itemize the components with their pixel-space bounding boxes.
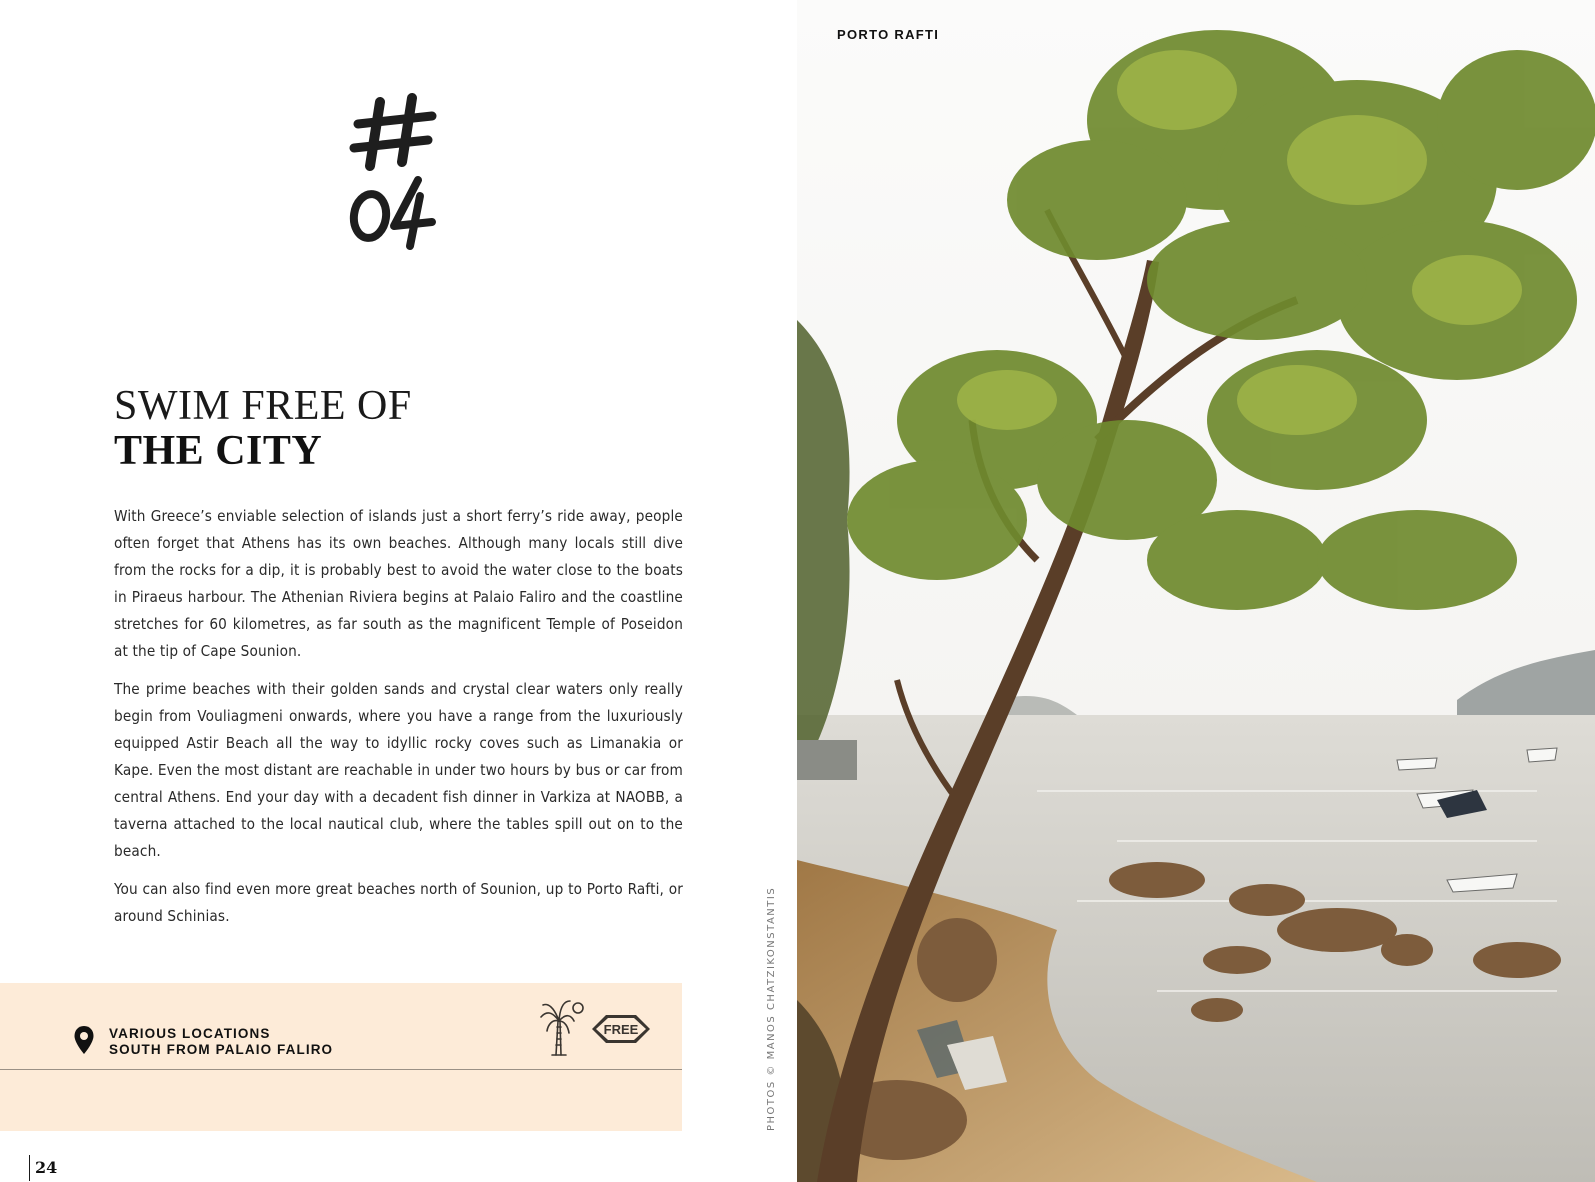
article-title xyxy=(114,384,674,474)
location-pin-icon xyxy=(73,1025,95,1055)
photo-credit: PHOTOS © MANOS CHATZIKONSTANTIS xyxy=(766,886,777,1131)
chapter-number-brush-lettering xyxy=(340,88,460,258)
title-line-1: SWIM FREE OF xyxy=(114,383,412,429)
location-line-1: VARIOUS LOCATIONS xyxy=(109,1026,271,1041)
location-text xyxy=(109,1026,333,1058)
chapter-number-04 xyxy=(340,88,460,258)
article-body xyxy=(114,503,683,941)
location-line-2: SOUTH FROM PALAIO FALIRO xyxy=(109,1042,334,1057)
photo-place-label: PORTO RAFTI xyxy=(837,27,940,42)
body-paragraph-1: With Greece’s enviable selection of islands just a short ferry’s ride away, people often forget that Athens has its own beaches. Although many locals still dive from the rocks for a dip, it is probably best to avoid the water close to the boats in Piraeus harbour. The Athenian Riviera begins at Palaio Faliro and the coastline stretches for 60 kilometres, as far south as the magnificent Temple of Poseidon at the tip of Cape Sounion. xyxy=(114,507,683,660)
free-badge-label: FREE xyxy=(603,1022,639,1037)
free-badge-icon xyxy=(590,1009,652,1049)
info-box-divider xyxy=(0,1069,682,1070)
info-box xyxy=(0,983,682,1131)
title-line-2: THE CITY xyxy=(114,428,323,474)
beach-pine-tree-illustration xyxy=(797,0,1595,1182)
left-page xyxy=(0,0,797,1182)
palm-tree-sun-icon xyxy=(538,997,586,1057)
body-paragraph-2: The prime beaches with their golden sands and crystal clear waters only really begin from Vouliagmeni onwards, where you have a range from the luxuriously equipped Astir Beach all the way to idyllic rocky coves such as Limanakia or Kape. Even the most distant are reachable in under two hours by bus or car from central Athens. End your day with a decadent fish dinner in Varkiza at NAOBB, a taverna attached to the local nautical club, where the tables spill out on to the beach. xyxy=(114,680,683,860)
porto-rafti-photo xyxy=(797,0,1595,1182)
page-number: 24 xyxy=(29,1155,57,1181)
body-paragraph-3: You can also find even more great beaches north of Sounion, up to Porto Rafti, or around Schinias. xyxy=(114,880,683,925)
